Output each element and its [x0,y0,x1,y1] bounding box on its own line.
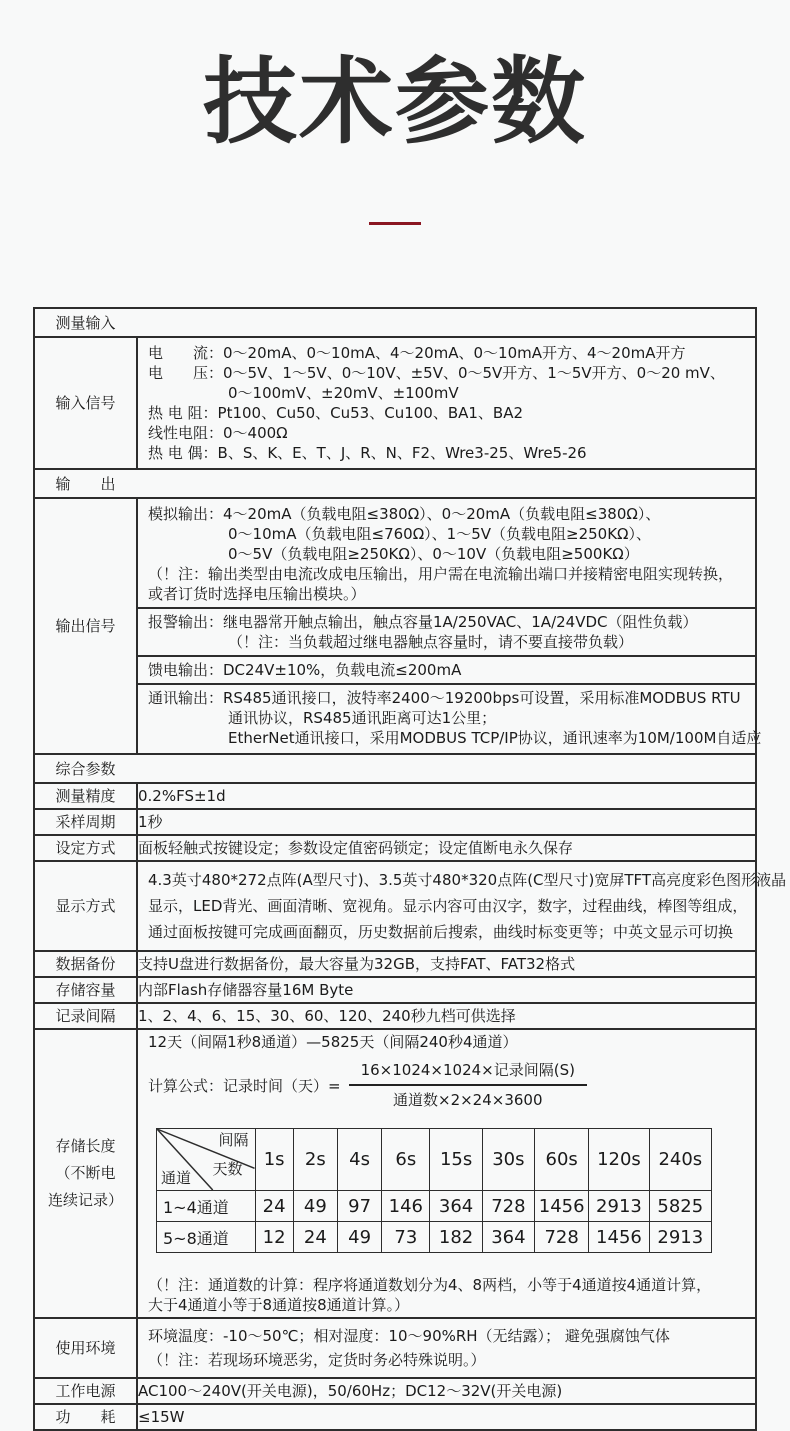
comm-output-line-2: 通讯协议，RS485通讯距离可达1公里； [228,709,497,727]
row-interval [34,1003,756,1029]
matrix-cell: 728 [535,1222,589,1253]
matrix-cell: 182 [430,1222,482,1253]
feed-output-block [138,655,755,683]
storage-note-line-2: 大于4通道小等于8通道按8通道计算。） [148,1296,410,1314]
matrix-cell: 364 [482,1222,534,1253]
input-voltage-line-1: 电 压：0～5V、1～5V、0～10V、±5V、0～5V开方、1～5V开方、0～20 mV、 [148,364,725,382]
formula-fraction [349,1060,587,1110]
matrix-cell: 146 [382,1191,430,1222]
row-value-storage-length [137,1029,756,1318]
section-row-output [34,469,756,498]
matrix-col-header: 240s [649,1129,711,1191]
storage-label-line-3: 连续记录） [47,1191,123,1209]
corner-label-days: 天数 [212,1160,243,1178]
row-value-consumption: ≤15W [137,1404,756,1430]
row-consumption [34,1404,756,1430]
row-output-signal [34,498,756,754]
matrix-cell: 5825 [649,1191,711,1222]
matrix-col-header: 60s [535,1129,589,1191]
row-sampling [34,809,756,835]
formula-denominator: 通道数×2×24×3600 [393,1091,543,1109]
comm-output-block [138,683,762,751]
analog-output-line-3: 0～5V（负载电阻≥250KΩ）、0～10V（负载电阻≥500KΩ） [228,545,639,563]
row-label-consumption: 功 耗 [34,1404,137,1430]
storage-days-table [156,1128,712,1253]
corner-label-channels: 通道 [161,1169,192,1187]
row-value-display [137,861,787,951]
analog-output-block [138,501,755,607]
matrix-cell: 24 [255,1191,293,1222]
input-rtd-line: 热 电 阻：Pt100、Cu50、Cu53、Cu100、BA1、BA2 [148,404,524,422]
comm-output-line-1: 通讯输出：RS485通讯接口，波特率2400～19200bps可设置，采用标准MODBUS RTU [148,689,741,707]
section-row-general [34,754,756,783]
matrix-cell: 73 [382,1222,430,1253]
formula-prefix: 计算公式：记录时间（天）= [148,1076,341,1095]
input-linear-resistance-line: 线性电阻：0～400Ω [148,424,288,442]
row-capacity [34,977,756,1003]
matrix-cell: 1456 [589,1222,649,1253]
row-label-display: 显示方式 [34,861,137,951]
input-thermocouple-line: 热 电 偶：B、S、K、E、T、J、R、N、F2、Wre3-25、Wre5-26 [148,444,587,462]
section-title-measure-input: 测量输入 [55,314,116,332]
row-input-signal [34,337,756,469]
alarm-output-line-2: （！注：当负载超过继电器触点容量时，请不要直接带负载） [228,633,634,651]
matrix-col-header: 1s [255,1129,293,1191]
matrix-row-5-8 [157,1222,712,1253]
alarm-output-line-1: 报警输出：继电器常开触点输出，触点容量1A/250VAC、1A/24VDC（阻性负载） [148,613,698,631]
matrix-col-header: 30s [482,1129,534,1191]
corner-label-interval: 间隔 [218,1131,249,1149]
page-title: 技术参数 [202,48,587,157]
display-line-1: 4.3英寸480*272点阵(A型尺寸)、3.5英寸480*320点阵(C型尺寸)宽屏TFT高亮度彩色图形液晶 [148,871,787,889]
alarm-output-block [138,607,755,655]
row-environment [34,1318,756,1378]
row-value-power: AC100～240V(开关电源)，50/60Hz；DC12～32V(开关电源) [137,1378,756,1404]
matrix-cell: 12 [255,1222,293,1253]
row-label-setting: 设定方式 [34,835,137,861]
row-label-interval: 记录间隔 [34,1003,137,1029]
matrix-col-header: 2s [293,1129,337,1191]
spec-sheet-page [0,48,790,1430]
formula-numerator: 16×1024×1024×记录间隔(S) [349,1060,587,1086]
row-accuracy [34,783,756,809]
input-voltage-line-2: 0～100mV、±20mV、±100mV [228,384,459,402]
matrix-cell: 2913 [589,1191,649,1222]
row-label-capacity: 存储容量 [34,977,137,1003]
row-value-output-signal [137,498,762,754]
row-value-setting: 面板轻触式按键设定；参数设定值密码锁定；设定值断电永久保存 [137,835,756,861]
row-value-interval: 1、2、4、6、15、30、60、120、240秒九档可供选择 [137,1003,756,1029]
matrix-cell: 1456 [535,1191,589,1222]
matrix-corner-cell [157,1129,256,1191]
input-current-line: 电 流：0～20mA、0～10mA、4～20mA、0～10mA开方、4～20mA开方 [148,344,686,362]
row-label-sampling: 采样周期 [34,809,137,835]
row-value-accuracy: 0.2%FS±1d [137,783,756,809]
storage-formula [138,1052,755,1116]
analog-output-note-1: （！注：输出类型由电流改成电压输出，用户需在电流输出端口并接精密电阻实现转换， [148,565,734,583]
matrix-col-header: 15s [430,1129,482,1191]
row-value-environment [137,1318,756,1378]
storage-note-line-1: （！注：通道数的计算：程序将通道数划分为4、8两档，小等于4通道按4通道计算， [148,1276,712,1294]
section-title-output: 输 出 [55,475,116,493]
display-line-2: 显示，LED背光、画面清晰、宽视角。显示内容可由汉字，数字，过程曲线，棒图等组成， [148,897,748,915]
row-power [34,1378,756,1404]
row-value-sampling: 1秒 [137,809,756,835]
matrix-col-header: 6s [382,1129,430,1191]
matrix-cell: 49 [293,1191,337,1222]
matrix-cell: 364 [430,1191,482,1222]
row-label-accuracy: 测量精度 [34,783,137,809]
matrix-col-header: 120s [589,1129,649,1191]
row-value-capacity: 内部Flash存储器容量16M Byte [137,977,756,1003]
matrix-cell: 97 [337,1191,381,1222]
row-label-output-signal: 输出信号 [34,498,137,754]
matrix-cell: 24 [293,1222,337,1253]
feed-output-line: 馈电输出：DC24V±10%，负载电流≤200mA [148,661,462,679]
row-value-backup: 支持U盘进行数据备份，最大容量为32GB，支持FAT、FAT32格式 [137,951,756,977]
row-backup [34,951,756,977]
matrix-header-row [157,1129,712,1191]
row-label-storage-length [34,1029,137,1318]
storage-note [138,1275,755,1315]
spec-table [33,307,787,1431]
matrix-cell: 49 [337,1222,381,1253]
matrix-row-label: 1~4通道 [157,1191,256,1222]
section-title-general: 综合参数 [55,760,116,778]
row-label-environment: 使用环境 [34,1318,137,1378]
comm-output-line-3: EtherNet通讯接口，采用MODBUS TCP/IP协议，通讯速率为10M/100M自适应 [228,729,762,747]
matrix-cell: 2913 [649,1222,711,1253]
section-row-measure-input [34,308,756,337]
environment-line-1: 环境温度：-10～50℃；相对湿度：10～90%RH（无结露）； 避免强腐蚀气体 [148,1327,670,1345]
analog-output-note-2: 或者订货时选择电压输出模块。） [148,585,366,603]
row-display [34,861,756,951]
title-accent-divider [369,222,421,225]
environment-line-2: （！注：若现场环境恶劣，定货时务必特殊说明。） [148,1351,486,1369]
storage-range-line: 12天（间隔1秒8通道）—5825天（间隔240秒4通道） [148,1033,518,1051]
row-storage-length [34,1029,756,1318]
row-setting [34,835,756,861]
row-label-input-signal: 输入信号 [34,337,137,469]
matrix-col-header: 4s [337,1129,381,1191]
matrix-cell: 728 [482,1191,534,1222]
storage-label-line-1: 存储长度 [55,1137,116,1155]
analog-output-line-1: 模拟输出：4～20mA（负载电阻≤380Ω）、0～20mA（负载电阻≤380Ω）、 [148,505,661,523]
row-label-backup: 数据备份 [34,951,137,977]
matrix-row-label: 5~8通道 [157,1222,256,1253]
analog-output-line-2: 0～10mA（负载电阻≤760Ω）、1～5V（负载电阻≥250KΩ）、 [228,525,652,543]
display-line-3: 通过面板按键可完成画面翻页，历史数据前后搜索，曲线时标变更等；中英文显示可切换 [148,923,734,941]
row-value-input-signal [137,337,756,469]
row-label-power: 工作电源 [34,1378,137,1404]
matrix-row-1-4 [157,1191,712,1222]
storage-label-line-2: （不断电 [55,1164,116,1182]
